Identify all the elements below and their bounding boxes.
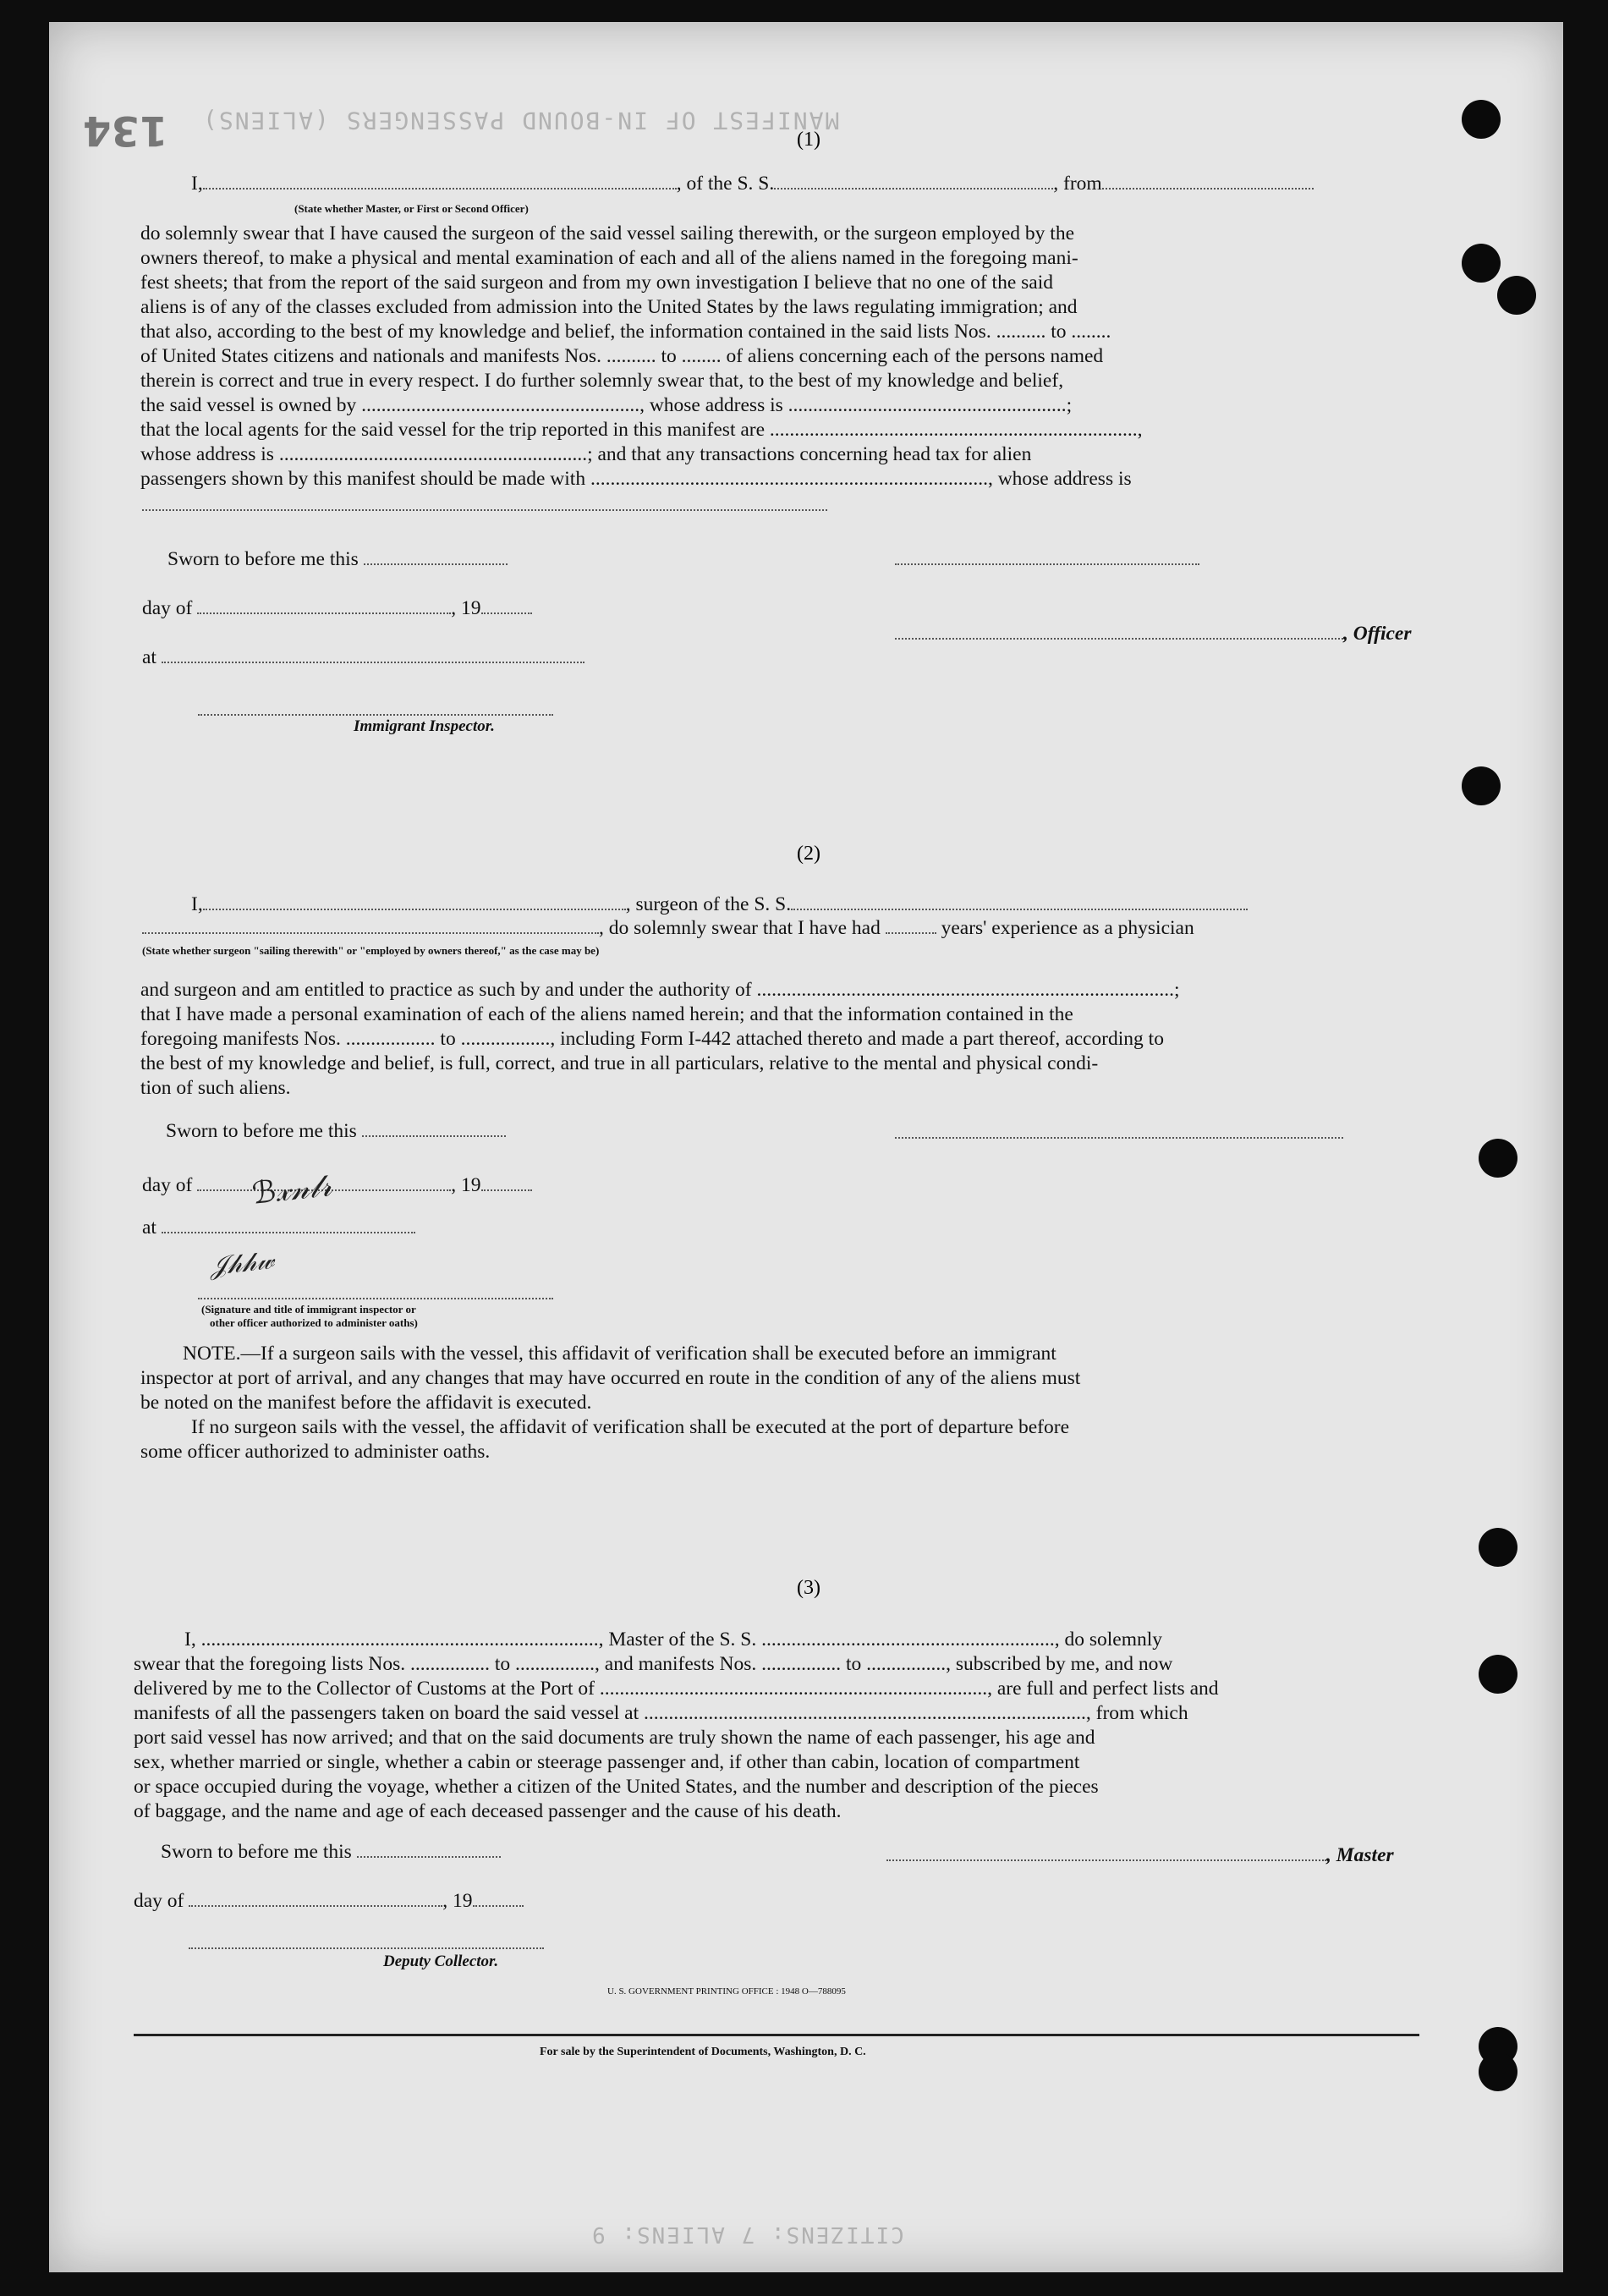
s1-address-line	[142, 509, 827, 511]
s1-body	[140, 222, 1477, 492]
s1-sworn-line-right	[895, 563, 1199, 565]
s2-body	[140, 978, 1477, 1101]
s1-lead-line	[191, 173, 1314, 195]
punch-hole	[1479, 2052, 1517, 2091]
s1-inspector-label: Immigrant Inspector.	[354, 717, 495, 735]
s1-line: whose address is ..............................................................; and that any transactions concerning head tax for alien	[140, 443, 1032, 465]
note-line: If no surgeon sails with the vessel, the affidavit of verification shall be executed at the port of departure before	[191, 1416, 1069, 1438]
section-number: (1)	[797, 129, 820, 151]
s2-sig-note: other officer authorized to administer oaths)	[210, 1316, 418, 1329]
s1-sworn: Sworn to before me this	[167, 548, 508, 571]
section-3	[140, 1577, 1477, 1600]
s1-inspector-line	[198, 714, 553, 716]
handwritten-signature: ℬ𝓍𝓃𝓁𝓇	[250, 1168, 334, 1211]
s3-line: sex, whether married or single, whether a cabin or steerage passenger and, if other than cabin, location of compartment	[134, 1751, 1080, 1773]
s3-line: delivered by me to the Collector of Customs at the Port of .............................................................................., are full and perfect lists and	[134, 1678, 1219, 1700]
note-line: inspector at port of arrival, and any changes that may have occurred en route in the condition of any of the aliens must	[140, 1367, 1081, 1389]
footer-rule	[134, 2034, 1419, 2036]
s1-line: aliens is of any of the classes excluded from admission into the United States by the laws regulating immigration; and	[140, 296, 1078, 318]
s1-from: , from	[1053, 173, 1102, 195]
s2-sworn: Sworn to before me this	[166, 1120, 506, 1143]
manifest-number: 134	[83, 107, 168, 154]
s1-line: that the local agents for the said vessel for the trip reported in this manifest are ..........................................................................,	[140, 419, 1143, 441]
punch-hole	[1479, 1139, 1517, 1178]
s2-sig-line	[198, 1298, 553, 1299]
s3-deputy-line	[189, 1947, 544, 1949]
s1-line: of United States citizens and nationals and manifests Nos. .......... to ........ of aliens concerning each of the persons named	[140, 345, 1104, 367]
punch-hole	[1497, 276, 1536, 315]
s1-line: do solemnly swear that I have caused the surgeon of the said vessel sailing therewith, or the surgeon employed by the	[140, 222, 1075, 244]
s3-line: or space occupied during the voyage, whether a citizen of the United States, and the number and description of the pieces	[134, 1776, 1099, 1798]
s1-line: therein is correct and true in every respect. I do further solemnly swear that, to the best of my knowledge and belief,	[140, 370, 1064, 392]
s1-line: the said vessel is owned by ........................................................, whose address is ........................................................;	[140, 394, 1073, 416]
s3-line: of baggage, and the name and age of each deceased passenger and the cause of his death.	[134, 1800, 842, 1822]
s2-line: foregoing manifests Nos. .................. to .................., including Form I-442 attached thereto and made a part thereof, according to	[140, 1028, 1164, 1050]
s3-sworn: Sworn to before me this	[161, 1841, 501, 1864]
s3-master: , Master	[886, 1844, 1394, 1867]
s2-day: day of , 19	[142, 1174, 532, 1197]
s3-day: day of , 19	[134, 1890, 524, 1913]
s3-deputy-label: Deputy Collector.	[383, 1953, 499, 1970]
s2-lead-line: I, , surgeon of the S. S.	[191, 893, 1248, 916]
s1-of-ss: , of the S. S.	[676, 173, 775, 195]
punch-hole	[1479, 1655, 1517, 1694]
bleed-through-footer: CITIZENS: 7 ALIENS: 9	[590, 2222, 904, 2247]
s3-line: swear that the foregoing lists Nos. ................ to ................, and manifests Nos. ................ to ................, subscribed by me, and now	[134, 1653, 1173, 1675]
s2-sig-note: (Signature and title of immigrant inspector or	[201, 1303, 416, 1316]
s2-note: (State whether surgeon "sailing therewith" or "employed by owners thereof," as the case may be)	[142, 944, 600, 957]
sale-note: For sale by the Superintendent of Documents, Washington, D. C.	[540, 2046, 866, 2058]
s1-at: at	[142, 646, 584, 669]
manifest-page	[49, 22, 1563, 2272]
s2-note-block	[140, 1342, 1477, 1464]
section-1	[140, 129, 1477, 151]
section-number: (2)	[797, 843, 820, 865]
section-2	[140, 843, 1477, 865]
s1-line: owners thereof, to make a physical and mental examination of each and all of the aliens named in the foregoing mani-	[140, 247, 1078, 269]
s1-line: that also, according to the best of my knowledge and belief, the information contained in the said lists Nos. .......... to ........	[140, 321, 1111, 343]
note-line: some officer authorized to administer oaths.	[140, 1441, 491, 1463]
s2-swear-line: , do solemnly swear that I have had years' experience as a physician	[142, 917, 1194, 940]
printing-office: U. S. GOVERNMENT PRINTING OFFICE : 1948 O—788095	[607, 1986, 846, 1997]
s2-sworn-line-right	[895, 1137, 1343, 1139]
bleed-through-title: MANIFEST OF IN-BOUND PASSENGERS (ALIENS)	[201, 107, 840, 135]
s1-day: day of , 19	[142, 597, 532, 620]
s2-line: the best of my knowledge and belief, is full, correct, and true in all particulars, relative to the mental and physical condi-	[140, 1052, 1099, 1074]
s1-line: fest sheets; that from the report of the said surgeon and from my own investigation I believe that no one of the said	[140, 272, 1053, 294]
s2-line: tion of such aliens.	[140, 1077, 291, 1099]
handwritten-initials: 𝒥𝒽𝒽𝓌	[208, 1245, 276, 1282]
punch-hole	[1479, 1528, 1517, 1567]
s1-line: passengers shown by this manifest should be made with ................................................................................, whose address is	[140, 468, 1132, 490]
s1-lead-note: (State whether Master, or First or Second Officer)	[294, 202, 529, 215]
section-number: (3)	[797, 1577, 820, 1599]
s2-line: and surgeon and am entitled to practice as such by and under the authority of ....................................................................................;	[140, 979, 1180, 1001]
note-line: be noted on the manifest before the affidavit is executed.	[140, 1392, 592, 1414]
s3-line: manifests of all the passengers taken on board the said vessel at ........................................................................................., from which	[134, 1702, 1188, 1724]
note-line: NOTE.—If a surgeon sails with the vessel, this affidavit of verification shall be executed before an immigrant	[183, 1343, 1056, 1365]
s3-line: I, ................................................................................, Master of the S. S. ..........................................................., do solemnly	[184, 1629, 1163, 1651]
punch-hole	[1462, 766, 1501, 805]
s1-lead: I,	[191, 173, 203, 195]
s3-line: port said vessel has now arrived; and that on the said documents are truly shown the name of each passenger, his age and	[134, 1727, 1095, 1749]
s2-line: that I have made a personal examination of each of the aliens named herein; and that the information contained in the	[140, 1003, 1073, 1025]
s2-at: at	[142, 1217, 415, 1239]
s1-officer: , Officer	[895, 623, 1411, 645]
s3-body	[134, 1628, 1470, 1824]
